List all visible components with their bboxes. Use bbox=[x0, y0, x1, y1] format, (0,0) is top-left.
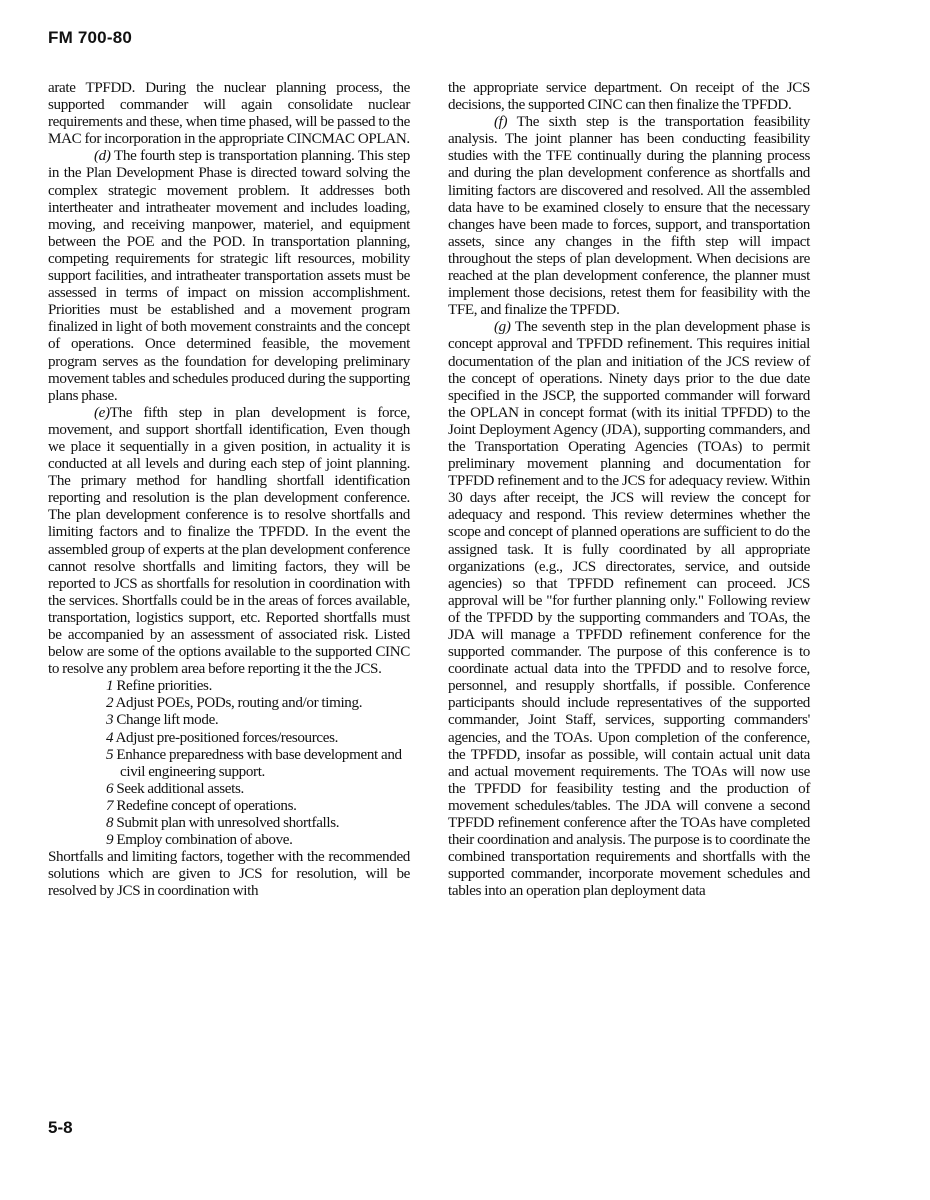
step-d-text: The fourth step is transportation planning. This step in the Plan Development Phase is directed toward solving the complex strategic movement problem. It addresses both intertheater and intratheater movement and includes loading, moving, and receiving manpower, materiel, and equipment between the POE and the POD. In transportation planning, competing requirements for strategic lift resources, mobility support facilities, and intratheater transportation assets must be assessed in terms of impact on mission accomplishment. Priorities must be established and a movement program finalized in light of both movement constraints and the concept of operations. Once determined feasible, the movement program serves as the foundation for developing preliminary movement tables and schedules produced during the supporting plans phase. bbox=[48, 148, 410, 404]
list-item: 7 Redefine concept of operations. bbox=[106, 797, 297, 814]
list-item: 9 Employ combination of above. bbox=[106, 832, 293, 849]
list-item: 4 Adjust pre-positioned forces/resources. bbox=[106, 729, 339, 746]
paragraph-step-f bbox=[448, 114, 810, 319]
list-item: 2 Adjust POEs, PODs, routing and/or timing. bbox=[106, 695, 363, 712]
running-header: FM 700-80 bbox=[48, 28, 133, 47]
paragraph-intro: arate TPFDD. During the nuclear planning process, the supported commander will again consolidate nuclear requirements and these, when time phased, will be passed to the MAC for incorporation in the appropriate CINCMAC OPLAN. bbox=[48, 80, 410, 148]
options-list bbox=[48, 678, 410, 849]
step-e-label: (e) bbox=[94, 404, 110, 421]
page-number: 5-8 bbox=[48, 1118, 73, 1137]
paragraph-closing: Shortfalls and limiting factors, together with the recommended solutions which are given to JCS for resolution, will be resolved by JCS in coordination with bbox=[48, 849, 410, 900]
list-item: 5 Enhance preparedness with base development and civil engineering support. bbox=[106, 746, 402, 780]
step-g-label: (g) bbox=[494, 319, 511, 336]
list-item: 1 Refine priorities. bbox=[106, 678, 213, 695]
paragraph-continued: the appropriate service department. On receipt of the JCS decisions, the supported CINC can then finalize the TPFDD. bbox=[448, 80, 810, 114]
list-item: 3 Change lift mode. bbox=[106, 712, 219, 729]
step-f-label: (f) bbox=[494, 114, 508, 131]
step-f-text: The sixth step is the transportation feasibility analysis. The joint planner has been conducting feasibility studies with the TFE continually during the planning process and during the plan development conference as shortfalls and limiting factors are discovered and resolved. All the assembled data have to be examined closely to ensure that the necessary changes have been made to forces, support, and transportation assets, since any changes in the fifth step will impact throughout the steps of plan development. When decisions are reached at the plan development conference, the planner must implement those decisions, retest them for feasibility with the TFE, and finalize the TPFDD. bbox=[448, 114, 810, 319]
step-e-text: The fifth step in plan development is force, movement, and support shortfall identification, Even though we place it sequentially in a given position, in actuality it is conducted at all levels and during each step of joint planning. The primary method for handling shortfall identification reporting and resolution is the plan development conference. The plan development conference is to resolve shortfalls and limiting factors and to finalize the TPFDD. In the event the assembled group of experts at the plan development conference cannot resolve shortfalls and limiting factors, they will be reported to JCS as shortfalls for resolution in coordination with the services. Shortfalls could be in the areas of forces available, transportation, logistics support, etc. Reported shortfalls must be accompanied by an assessment of associated risk. Listed below are some of the options available to the supported CINC to resolve any problem area before reporting it the the JCS. bbox=[48, 404, 410, 678]
paragraph-step-d bbox=[48, 148, 410, 404]
list-item: 6 Seek additional assets. bbox=[106, 780, 244, 797]
left-column bbox=[48, 80, 410, 901]
paragraph-step-g bbox=[448, 319, 810, 900]
list-item: 8 Submit plan with unresolved shortfalls. bbox=[106, 815, 340, 832]
step-d-label: (d) bbox=[94, 148, 111, 165]
step-g-text: The seventh step in the plan development phase is concept approval and TPFDD refinement. This requires initial documentation of the plan and initiation of the JCS review of the concept of operations. Ninety days prior to the due date specified in the JSCP, the supported commander will forward the OPLAN in concept format (with its initial TPFDD) to the Joint Deployment Agency (JDA), supporting commanders, and the Transportation Operating Agencies (TOAs) to permit preliminary movement planning and documentation for TPFDD refinement and to the JCS for adequacy review. Within 30 days after receipt, the JCS will review the concept for adequacy and respond. This review determines whether the scope and concept of planned operations are sufficient to do the assigned task. It is fully coordinated by all appropriate organizations (e.g., JCS directorates, service, and outside agencies) so that TPFDD refinement can proceed. JCS approval will be "for further planning only." Following review of the TPFDD by the supporting commanders and TOAs, the JDA will manage a TPFDD refinement conference for the supported commander. The purpose of this conference is to coordinate actual data into the TPFDD and to resolve force, personnel, and resupply shortfalls, if possible. Conference participants should include representatives of the supported commander, Joint Staff, services, supporting commanders' agencies, and the TOAs. Upon completion of the conference, the TPFDD, insofar as possible, will contain actual unit data and actual movement requirements. The TOAs will now use the TPFDD for feasibility testing and the production of movement schedules/tables. The JDA will convene a second TPFDD refinement conference after the TOAs have completed their coordination and analysis. The purpose is to coordinate the combined transportation requirements and shortfalls with the supported commander, incorporate movement schedules and tables into an operation plan deployment data bbox=[448, 319, 810, 900]
right-column bbox=[448, 80, 810, 901]
paragraph-step-e bbox=[48, 405, 410, 679]
